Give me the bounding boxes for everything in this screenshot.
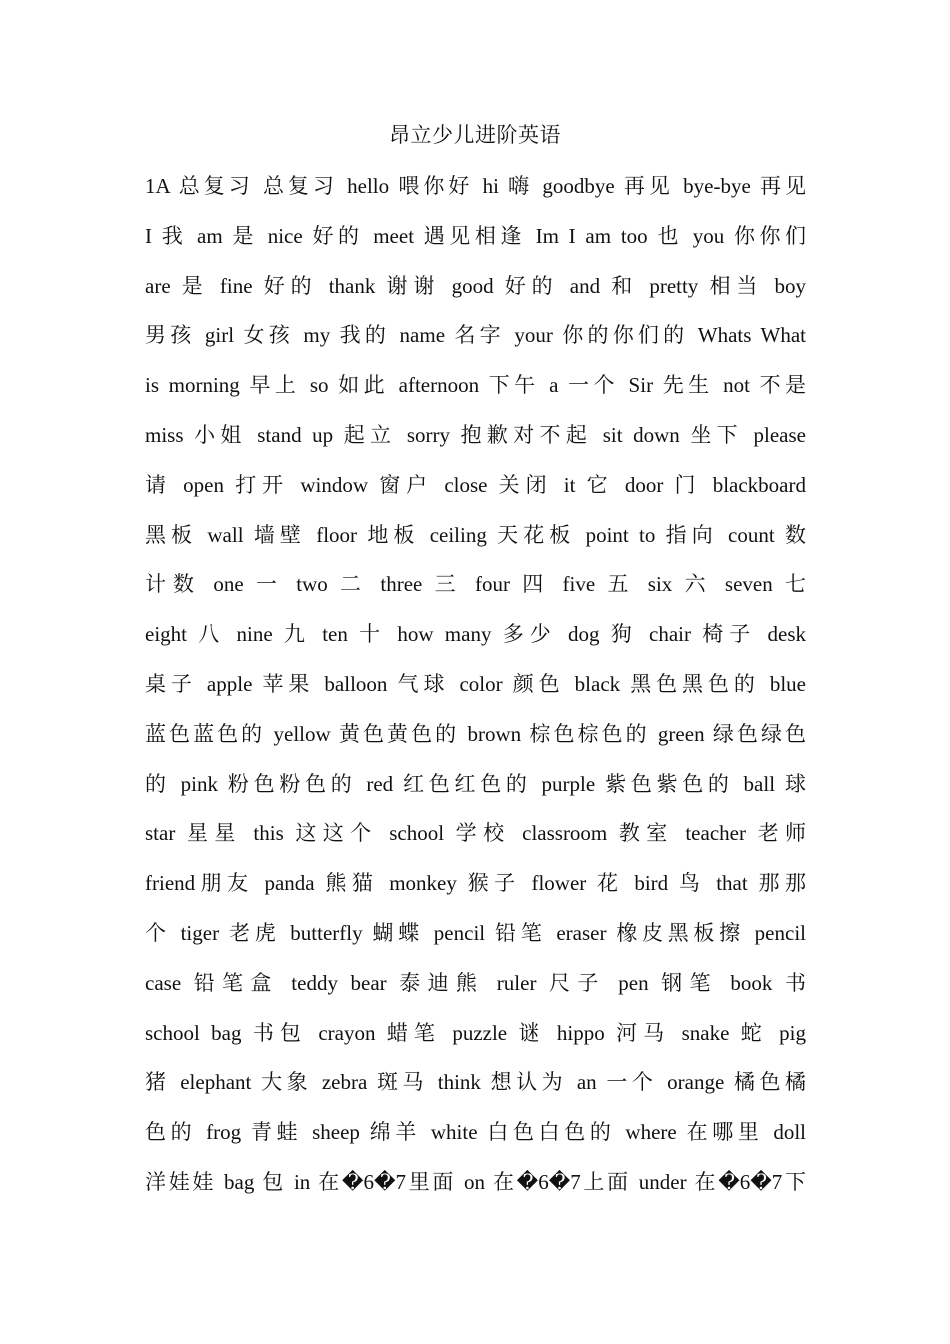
text-line: 蓝色蓝色的 yellow 黄色黄色的 brown 棕色棕色的 green 绿色绿色 [145,721,806,746]
text-line: 个 tiger 老虎 butterfly 蝴蝶 pencil 铅笔 eraser 橡皮黑板擦 pencil [145,920,806,945]
text-line: 洋娃娃 bag 包 in 在�6�7里面 on 在�6�7上面 under 在�6�7下 [145,1169,806,1194]
vocabulary-text-block [145,168,806,1214]
text-line: 请 open 打开 window 窗户 close 关闭 it 它 door 门 blackboard [145,472,806,497]
text-line: 计数 one 一 two 二 three 三 four 四 five 五 six 六 seven 七 [145,572,806,597]
text-line: 1A 总复习 总复习 hello 喂你好 hi 嗨 goodbye 再见 bye-bye 再见 [145,174,806,198]
document-title: 昂立少儿进阶英语 [389,123,561,147]
text-line: are 是 fine 好的 thank 谢谢 good 好的 and 和 pretty 相当 boy [145,273,806,298]
text-line: star 星星 this 这这个 school 学校 classroom 教室 teacher 老师 [145,821,806,846]
text-line: case 铅笔盒 teddy bear 泰迪熊 ruler 尺子 pen 钢笔 book 书 [145,970,806,995]
text-line: 男孩 girl 女孩 my 我的 name 名字 your 你的你们的 Whats What [145,323,806,348]
text-line: is morning 早上 so 如此 afternoon 下午 a 一个 Sir 先生 not 不是 [145,373,806,398]
text-line: 的 pink 粉色粉色的 red 红色红色的 purple 紫色紫色的 ball 球 [145,771,806,796]
text-line: eight 八 nine 九 ten 十 how many 多少 dog 狗 chair 椅子 desk [145,622,806,647]
text-line: I 我 am 是 nice 好的 meet 遇见相逢 Im I am too 也 you 你你们 [145,223,806,248]
text-line: friend朋友 panda 熊猫 monkey 猴子 flower 花 bird 鸟 that 那那 [145,871,806,896]
text-line: school bag 书包 crayon 蜡笔 puzzle 谜 hippo 河马 snake 蛇 pig [145,1020,806,1045]
text-line: 黑板 wall 墙壁 floor 地板 ceiling 天花板 point to 指向 count 数 [145,522,806,547]
text-line: 猪 elephant 大象 zebra 斑马 think 想认为 an 一个 orange 橘色橘 [145,1070,806,1095]
text-line: 桌子 apple 苹果 balloon 气球 color 颜色 black 黑色黑色的 blue [145,671,806,696]
text-line: 色的 frog 青蛙 sheep 绵羊 white 白色白色的 where 在哪里 doll [145,1120,806,1145]
text-line: miss 小姐 stand up 起立 sorry 抱歉对不起 sit down 坐下 please [145,422,806,447]
